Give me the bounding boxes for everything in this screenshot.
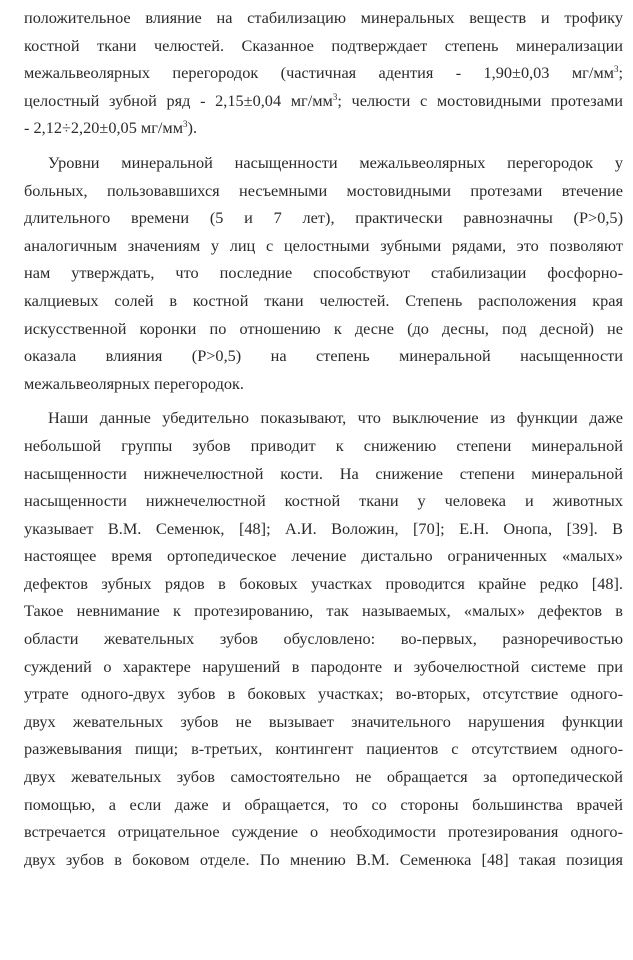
text-line (24, 404, 623, 432)
text-line (24, 735, 623, 763)
line-text: аналогичным значениям у лиц с целостными зубными рядами, это позволяют (24, 235, 623, 255)
text-line (24, 32, 623, 60)
text-line (24, 597, 623, 625)
text-line (24, 818, 623, 846)
line-text-after: ). (187, 118, 198, 138)
text-line (24, 515, 623, 543)
line-text: целостный зубной ряд - 2,15±0,04 мг/мм (24, 90, 333, 110)
text-line (24, 653, 623, 681)
text-line (24, 342, 623, 370)
text-line (24, 4, 623, 32)
text-line (24, 59, 623, 87)
line-text: насыщенности нижнечелюстной кости. На снижение степени минеральной (24, 463, 623, 483)
line-text: межальвеолярных перегородок (частичная адентия - 1,90±0,03 мг/мм (24, 63, 614, 83)
text-line (24, 460, 623, 488)
line-text: утрате одного-двух зубов в боковых участках; во-вторых, отсутствие одного- (24, 684, 623, 704)
text-line (24, 87, 623, 115)
text-line (24, 763, 623, 791)
line-text: встречается отрицательное суждение о необходимости протезирования одного- (24, 822, 623, 842)
line-text: Такое невнимание к протезированию, так называемых, «малых» дефектов в (24, 601, 623, 621)
superscript: 3 (332, 91, 338, 102)
superscript: 3 (183, 119, 188, 130)
paragraph-p1 (24, 4, 623, 142)
line-text: положительное влияние на стабилизацию минеральных веществ и трофику (24, 8, 623, 27)
line-text: насыщенности нижнечелюстной костной ткани у человека и животных (24, 491, 623, 511)
paragraph-p3 (24, 404, 623, 873)
document-body (24, 4, 623, 873)
line-text-after: ; (618, 63, 623, 83)
line-text: помощью, а если даже и обращается, то со стороны большинства врачей (24, 794, 623, 814)
paragraph-gap (24, 397, 623, 404)
line-text: - 2,12÷2,20±0,05 мг/мм (24, 118, 184, 138)
line-text: нам утверждать, что последние способствуют стабилизации фосфорно- (24, 263, 623, 283)
line-text: разжевывания пищи; в-третьих, контингент пациентов с отсутствием одного- (24, 739, 623, 759)
line-text: длительного времени (5 и 7 лет), практически равнозначны (Р>0,5) (24, 208, 623, 228)
line-text: дефектов зубных рядов в боковых участках проводится крайне редко [48]. (24, 573, 623, 593)
line-text: указывает В.М. Семенюк, [48]; А.И. Воложин, [70]; Е.Н. Онопа, [39]. В (24, 518, 623, 538)
line-text: оказала влияния (Р>0,5) на степень минеральной насыщенности (24, 346, 623, 366)
text-line (24, 114, 623, 142)
superscript: 3 (613, 64, 619, 75)
text-line (24, 846, 623, 874)
text-line (24, 680, 623, 708)
text-line (24, 542, 623, 570)
paragraph-gap (24, 142, 623, 149)
line-text: настоящее время ортопедическое лечение дистально ограниченных «малых» (24, 546, 623, 566)
text-line (24, 432, 623, 460)
line-text: межальвеолярных перегородок. (24, 373, 244, 393)
line-text: небольшой группы зубов приводит к снижению степени минеральной (24, 435, 623, 455)
line-text: калциевых солей в костной ткани челюстей. Степень расположения края (24, 290, 623, 310)
paragraph-p2 (24, 149, 623, 397)
line-text: суждений о характере нарушений в пародонте и зубочелюстной системе при (24, 656, 623, 676)
line-text: больных, пользовавшихся несъемными мостовидными протезами втечение (24, 180, 623, 200)
text-line (24, 708, 623, 736)
text-line (24, 287, 623, 315)
line-text: костной ткани челюстей. Сказанное подтверждает степень минерализации (24, 35, 623, 55)
text-line (24, 149, 623, 177)
text-line (24, 625, 623, 653)
line-text: области жевательных зубов обусловлено: во-первых, разноречивостью (24, 629, 623, 649)
line-text: искусственной коронки по отношению к десне (до десны, под десной) не (24, 318, 623, 338)
line-text: Уровни минеральной насыщенности межальвеолярных перегородок у (48, 152, 623, 172)
text-line (24, 791, 623, 819)
text-line (24, 259, 623, 287)
text-line (24, 204, 623, 232)
text-line (24, 487, 623, 515)
line-text: двух зубов в боковом отделе. По мнению В.М. Семенюка [48] такая позиция (24, 849, 623, 869)
text-line (24, 315, 623, 343)
line-text: двух жевательных зубов самостоятельно не обращается за ортопедической (24, 767, 623, 787)
line-text: двух жевательных зубов не вызывает значительного нарушения функции (24, 711, 623, 731)
line-text: Наши данные убедительно показывают, что выключение из функции даже (48, 408, 623, 428)
text-line (24, 177, 623, 205)
text-line (24, 232, 623, 260)
line-text-after: ; челюсти с мостовидными протезами (337, 90, 623, 110)
text-line (24, 570, 623, 598)
text-line (24, 370, 623, 398)
